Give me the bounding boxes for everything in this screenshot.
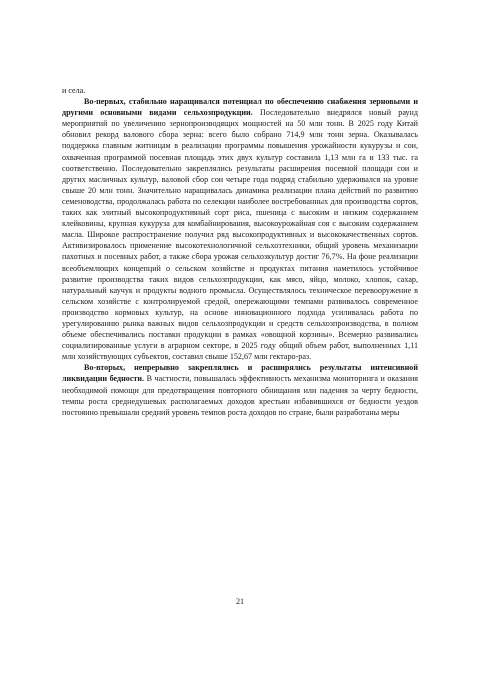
text-fragment: и села. (62, 86, 86, 95)
paragraph-second-lead: Во-вторых, непрерывно закреплялись и расширялись результаты интенсивной ликвидации бедности. (62, 363, 418, 384)
document-body (62, 85, 418, 418)
paragraph-first (62, 96, 418, 362)
paragraph-first-body: Последовательно внедрялся новый раунд мероприятий по увеличению зернопроизводящих мощностей на 50 млн тонн. В 2025 году Китай обновил рекорд валового сбора зерна: всего было собрано 714,9 млн тонн зерна. Оказывалась поддержка главным житницам в реализации программы повышения урожайности кукурузы и сои, охваченная программой посевная площадь этих двух культур составила 1,13 млн га и 133 тыс. га соответственно. Последовательно закреплялись результаты расширения посевной площади сои и других масличных культур, валовой сбор сои четыре года подряд стабильно удерживался на уровне свыше 20 млн тонн. Значительно наращивалась динамика реализации плана действий по развитию семеноводства, продолжалась работа по селекции наиболее востребованных для производства сортов, таких как элитный высокопродуктивный сорт риса, пшеница с высоким и низким содержанием клейковины, крупная кукуруза для комбайнирования, высокоурожайная соя с высоким содержанием масла. Широкое распространение получил ряд высокопродуктивных и высококачественных сортов. Активизировалось применение высокотехнологичной сельхозтехники, общий уровень механизации пахотных и посевных работ, а также сбора урожая сельхозкультур достиг 76,7%. На фоне реализации всеобъемлющих концепций о сельском хозяйстве и продуктах питания наметилось устойчивое развитие производства таких видов сельхозпродукции, как мясо, яйцо, молоко, хлопок, сахар, натуральный каучук и продукты водного промысла. Осуществлялось техническое перевооружение в сельском хозяйстве с контролируемой средой, опережающими темпами развивалось современное производство кормовых культур, на основе инновационного подхода усиливалась работа по урегулированию рынка важных видов сельхозпродукции и средств сельхозпроизводства, в полном объеме обеспечивались поставки продукции в рамках «овощной корзины». Всемерно развивались социализированные услуги в аграрном секторе, в 2025 году общий объем работ, выполненных 1,11 млн хозяйствующих субъектов, составил свыше 152,67 млн гектаро-раз. (62, 108, 418, 362)
paragraph-first-lead: Во-первых, стабильно наращивался потенциал по обеспечению снабжения зерновыми и другими основными видами сельхозпродукции. (62, 97, 418, 118)
page-number: 21 (235, 597, 245, 606)
paragraph-second (62, 362, 418, 417)
paragraph-second-body: В частности, повышалась эффективность механизма мониторинга и оказания необходимой помощи для предотвращения повторного обнищания или падения за черту бедности, темпы роста среднедушевых располагаемых доходов крестьян избавившихся от бедности уездов постоянно превышали средний уровень темпов роста доходов по стране, были разработаны меры (62, 374, 418, 417)
